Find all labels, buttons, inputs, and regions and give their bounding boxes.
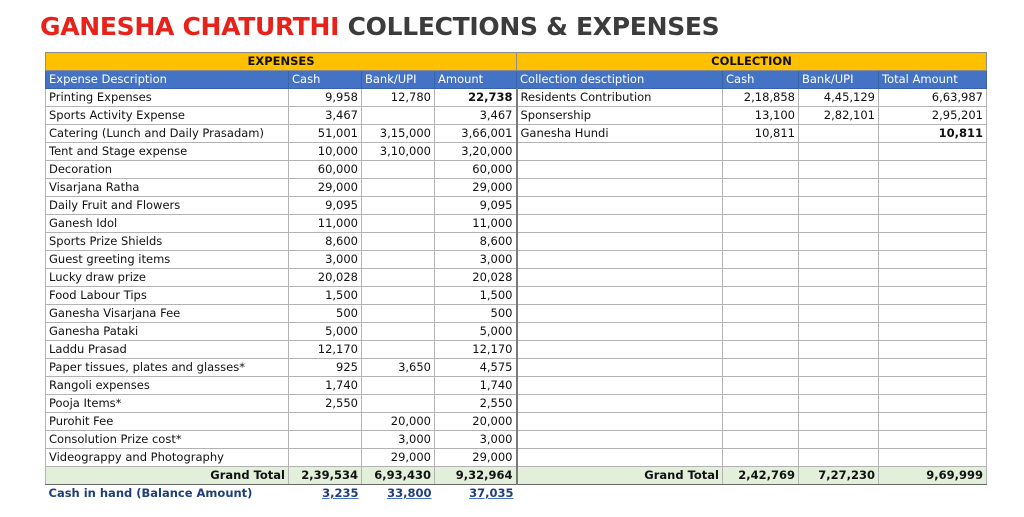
col-header-collection-bank: Bank/UPI [799, 71, 879, 89]
expense-value-cell: 20,028 [289, 269, 362, 287]
collection-value-cell [723, 215, 799, 233]
table-row [46, 251, 987, 269]
collection-value-cell [723, 413, 799, 431]
expense-description-cell: Catering (Lunch and Daily Prasadam) [46, 125, 289, 143]
collection-value-cell: 2,82,101 [799, 107, 879, 125]
collection-description-cell [517, 377, 723, 395]
collection-description-cell [517, 305, 723, 323]
collection-value-cell [879, 377, 987, 395]
collection-value-cell [723, 449, 799, 467]
expense-value-cell: 925 [289, 359, 362, 377]
expense-value-cell [289, 413, 362, 431]
expense-value-cell [362, 233, 435, 251]
col-header-expense-description: Expense Description [46, 71, 289, 89]
expense-value-cell: 1,500 [435, 287, 517, 305]
collection-value-cell [799, 215, 879, 233]
balance-row [46, 485, 987, 503]
collection-value-cell [723, 287, 799, 305]
collection-band: COLLECTION [517, 53, 987, 71]
collection-description-cell [517, 449, 723, 467]
collection-value-cell [879, 251, 987, 269]
collection-value-cell [799, 395, 879, 413]
balance-label: Cash in hand (Balance Amount) [46, 485, 289, 503]
collection-value-cell [879, 143, 987, 161]
balance-row-filler [517, 485, 987, 503]
expense-description-cell: Consolution Prize cost* [46, 431, 289, 449]
collection-value-cell [723, 377, 799, 395]
expense-description-cell: Ganesh Idol [46, 215, 289, 233]
collection-description-cell [517, 431, 723, 449]
expense-value-cell [362, 107, 435, 125]
expenses-band: EXPENSES [46, 53, 517, 71]
collection-value-cell: 10,811 [879, 125, 987, 143]
collection-description-cell [517, 215, 723, 233]
collection-description-cell [517, 395, 723, 413]
collection-value-cell [799, 233, 879, 251]
expense-value-cell: 3,20,000 [435, 143, 517, 161]
expense-value-cell: 9,095 [435, 197, 517, 215]
expense-value-cell [362, 323, 435, 341]
expense-value-cell: 9,095 [289, 197, 362, 215]
header-row [46, 71, 987, 89]
expense-value-cell: 11,000 [435, 215, 517, 233]
collection-value-cell [799, 431, 879, 449]
expense-value-cell [362, 395, 435, 413]
expense-total-bank: 6,93,430 [362, 467, 435, 485]
expense-description-cell: Visarjana Ratha [46, 179, 289, 197]
expense-value-cell: 2,550 [435, 395, 517, 413]
expense-value-cell: 3,467 [289, 107, 362, 125]
expense-value-cell [362, 305, 435, 323]
collection-value-cell: 2,18,858 [723, 89, 799, 107]
collection-value-cell [799, 359, 879, 377]
expense-value-cell: 22,738 [435, 89, 517, 107]
collection-value-cell: 10,811 [723, 125, 799, 143]
table-row [46, 395, 987, 413]
expense-value-cell: 3,000 [289, 251, 362, 269]
expense-value-cell [289, 449, 362, 467]
collection-value-cell [723, 251, 799, 269]
expense-value-cell: 10,000 [289, 143, 362, 161]
collection-value-cell [799, 197, 879, 215]
expense-value-cell: 500 [435, 305, 517, 323]
collection-value-cell [879, 215, 987, 233]
collection-description-cell [517, 233, 723, 251]
collection-value-cell [799, 161, 879, 179]
title-part-2: COLLECTIONS & EXPENSES [347, 12, 720, 41]
table-row [46, 89, 987, 107]
expense-value-cell [362, 287, 435, 305]
collection-description-cell [517, 251, 723, 269]
collection-value-cell [723, 233, 799, 251]
expense-value-cell: 60,000 [435, 161, 517, 179]
expense-value-cell: 9,958 [289, 89, 362, 107]
collection-value-cell [799, 287, 879, 305]
grand-total-row [46, 467, 987, 485]
expense-value-cell: 11,000 [289, 215, 362, 233]
collection-value-cell [879, 305, 987, 323]
expense-value-cell: 20,000 [362, 413, 435, 431]
table-row [46, 431, 987, 449]
collection-value-cell [799, 449, 879, 467]
table-row [46, 413, 987, 431]
collection-total-amount: 9,69,999 [879, 467, 987, 485]
expense-description-cell: Guest greeting items [46, 251, 289, 269]
collection-value-cell [723, 305, 799, 323]
expense-value-cell: 1,500 [289, 287, 362, 305]
expense-description-cell: Daily Fruit and Flowers [46, 197, 289, 215]
expense-description-cell: Paper tissues, plates and glasses* [46, 359, 289, 377]
expense-value-cell: 29,000 [289, 179, 362, 197]
expense-value-cell [362, 197, 435, 215]
collection-value-cell [879, 341, 987, 359]
expense-collection-table [45, 52, 987, 502]
collection-description-cell [517, 323, 723, 341]
collection-total-bank: 7,27,230 [799, 467, 879, 485]
expense-value-cell: 12,780 [362, 89, 435, 107]
expense-value-cell: 29,000 [362, 449, 435, 467]
collection-value-cell: 4,45,129 [799, 89, 879, 107]
table-row [46, 323, 987, 341]
expense-description-cell: Videograppy and Photography [46, 449, 289, 467]
collection-value-cell [723, 143, 799, 161]
collection-value-cell [799, 179, 879, 197]
expense-total-cash: 2,39,534 [289, 467, 362, 485]
expense-value-cell [362, 341, 435, 359]
collection-value-cell [723, 161, 799, 179]
collection-total-cash: 2,42,769 [723, 467, 799, 485]
expense-value-cell: 29,000 [435, 179, 517, 197]
table-row [46, 449, 987, 467]
expense-value-cell: 20,028 [435, 269, 517, 287]
expense-value-cell: 3,000 [435, 251, 517, 269]
collection-value-cell [879, 413, 987, 431]
expense-description-cell: Tent and Stage expense [46, 143, 289, 161]
expense-description-cell: Printing Expenses [46, 89, 289, 107]
expense-description-cell: Ganesha Pataki [46, 323, 289, 341]
expense-value-cell: 3,10,000 [362, 143, 435, 161]
collection-value-cell [723, 197, 799, 215]
expense-value-cell: 20,000 [435, 413, 517, 431]
expense-total-amount: 9,32,964 [435, 467, 517, 485]
expense-description-cell: Food Labour Tips [46, 287, 289, 305]
expense-value-cell: 3,000 [362, 431, 435, 449]
collection-value-cell [723, 395, 799, 413]
expense-description-cell: Laddu Prasad [46, 341, 289, 359]
expense-value-cell: 3,15,000 [362, 125, 435, 143]
expense-value-cell: 12,170 [289, 341, 362, 359]
collection-description-cell [517, 197, 723, 215]
collection-value-cell [723, 269, 799, 287]
table-row [46, 143, 987, 161]
expense-value-cell: 3,000 [435, 431, 517, 449]
balance-bank: 33,800 [362, 485, 435, 503]
expense-value-cell: 3,650 [362, 359, 435, 377]
collection-description-cell: Residents Contribution [517, 89, 723, 107]
expense-value-cell [362, 161, 435, 179]
col-header-collection-cash: Cash [723, 71, 799, 89]
expense-value-cell: 8,600 [435, 233, 517, 251]
expense-value-cell: 1,740 [289, 377, 362, 395]
expense-description-cell: Sports Prize Shields [46, 233, 289, 251]
collection-value-cell [799, 377, 879, 395]
collection-value-cell [799, 323, 879, 341]
table-row [46, 197, 987, 215]
collection-value-cell [879, 431, 987, 449]
collection-value-cell: 6,63,987 [879, 89, 987, 107]
collection-value-cell [879, 197, 987, 215]
table-row [46, 359, 987, 377]
expense-value-cell: 60,000 [289, 161, 362, 179]
expense-value-cell: 51,001 [289, 125, 362, 143]
collection-value-cell [799, 125, 879, 143]
collection-value-cell [723, 323, 799, 341]
collection-description-cell [517, 269, 723, 287]
balance-cash: 3,235 [289, 485, 362, 503]
collection-description-cell [517, 161, 723, 179]
expense-value-cell [362, 215, 435, 233]
collection-value-cell [879, 323, 987, 341]
expense-description-cell: Pooja Items* [46, 395, 289, 413]
table-row [46, 107, 987, 125]
collection-value-cell [799, 251, 879, 269]
expense-value-cell: 5,000 [435, 323, 517, 341]
collection-value-cell: 13,100 [723, 107, 799, 125]
expense-value-cell: 8,600 [289, 233, 362, 251]
expense-description-cell: Decoration [46, 161, 289, 179]
collection-value-cell [879, 179, 987, 197]
expense-value-cell: 5,000 [289, 323, 362, 341]
expense-description-cell: Rangoli expenses [46, 377, 289, 395]
expense-value-cell: 2,550 [289, 395, 362, 413]
expense-description-cell: Ganesha Visarjana Fee [46, 305, 289, 323]
collection-value-cell [799, 143, 879, 161]
collection-value-cell: 2,95,201 [879, 107, 987, 125]
expense-value-cell [289, 431, 362, 449]
collection-value-cell [723, 359, 799, 377]
expense-value-cell [362, 269, 435, 287]
collection-value-cell [879, 359, 987, 377]
expense-description-cell: Sports Activity Expense [46, 107, 289, 125]
collection-description-cell [517, 359, 723, 377]
table-row [46, 179, 987, 197]
collection-value-cell [879, 161, 987, 179]
collection-value-cell [723, 341, 799, 359]
collection-description-cell [517, 341, 723, 359]
collection-value-cell [723, 179, 799, 197]
expense-value-cell: 1,740 [435, 377, 517, 395]
table-row [46, 341, 987, 359]
collection-description-cell: Sponsership [517, 107, 723, 125]
expense-value-cell: 3,66,001 [435, 125, 517, 143]
collection-value-cell [799, 413, 879, 431]
collection-value-cell [879, 395, 987, 413]
table-row [46, 215, 987, 233]
expense-value-cell [362, 377, 435, 395]
expense-value-cell: 3,467 [435, 107, 517, 125]
col-header-collection-total: Total Amount [879, 71, 987, 89]
section-band-row [46, 53, 987, 71]
expense-value-cell: 4,575 [435, 359, 517, 377]
balance-amount: 37,035 [435, 485, 517, 503]
collection-value-cell [799, 341, 879, 359]
expense-description-cell: Lucky draw prize [46, 269, 289, 287]
col-header-expense-cash: Cash [289, 71, 362, 89]
expense-description-cell: Purohit Fee [46, 413, 289, 431]
title-part-1: GANESHA CHATURTHI [40, 12, 340, 41]
expense-value-cell: 29,000 [435, 449, 517, 467]
expense-value-cell: 500 [289, 305, 362, 323]
collection-value-cell [879, 269, 987, 287]
page-title [40, 12, 719, 41]
col-header-collection-description: Collection desctiption [517, 71, 723, 89]
table-row [46, 287, 987, 305]
expense-value-cell: 12,170 [435, 341, 517, 359]
expense-value-cell [362, 179, 435, 197]
collection-value-cell [879, 287, 987, 305]
table-row [46, 305, 987, 323]
collection-description-cell [517, 287, 723, 305]
collection-total-label: Grand Total [517, 467, 723, 485]
table-row [46, 233, 987, 251]
table-row [46, 161, 987, 179]
expense-value-cell [362, 251, 435, 269]
collection-value-cell [723, 431, 799, 449]
collection-value-cell [879, 233, 987, 251]
col-header-expense-bank: Bank/UPI [362, 71, 435, 89]
collection-value-cell [879, 449, 987, 467]
collection-value-cell [799, 269, 879, 287]
table-row [46, 269, 987, 287]
collection-description-cell [517, 179, 723, 197]
table-row [46, 377, 987, 395]
collection-description-cell [517, 413, 723, 431]
collection-value-cell [799, 305, 879, 323]
table-row [46, 125, 987, 143]
collection-description-cell: Ganesha Hundi [517, 125, 723, 143]
expense-total-label: Grand Total [46, 467, 289, 485]
collection-description-cell [517, 143, 723, 161]
col-header-expense-amount: Amount [435, 71, 517, 89]
